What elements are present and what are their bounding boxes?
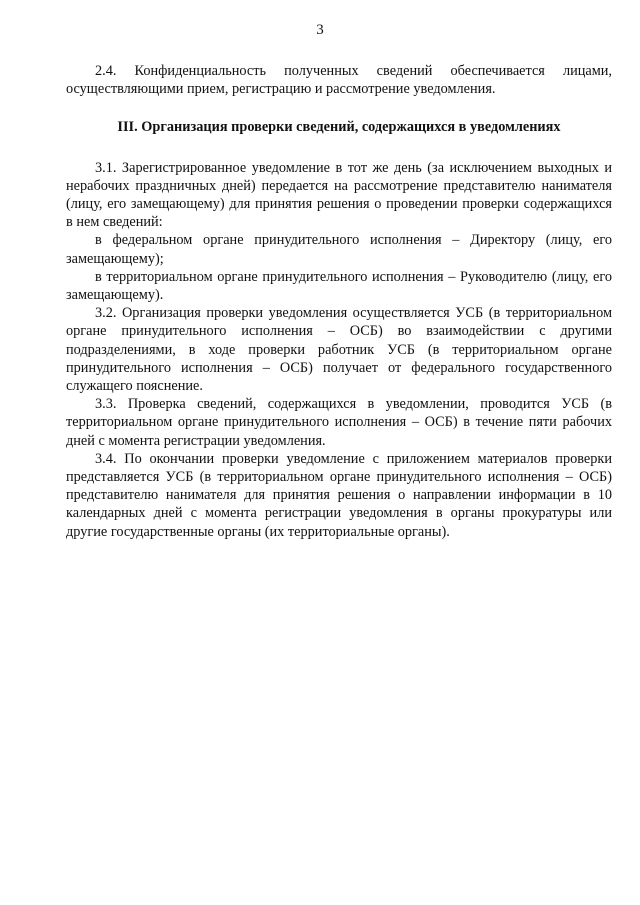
document-body <box>66 62 612 541</box>
paragraph-3-4: 3.4. По окончании проверки уведомление с приложением материалов проверки представляется УСБ (в территориальном органе принудительного исполнения – ОСБ) представителю нанимателя для принятия решения о направлении информации в 10 календарных дней с момента регистрации уведомления в органы прокуратуры или другие государственные органы (их территориальные органы). <box>66 450 612 540</box>
paragraph-3-3: 3.3. Проверка сведений, содержащихся в уведомлении, проводится УСБ (в территориальном органе принудительного исполнения – ОСБ) в течение пяти рабочих дней с момента регистрации уведомления. <box>66 396 612 449</box>
paragraph-2-4: 2.4. Конфиденциальность полученных сведений обеспечивается лицами, осуществляющими прием, регистрацию и рассмотрение уведомления. <box>66 63 612 98</box>
paragraph-3-1-territorial: в территориальном органе принудительного исполнения – Руководителю (лицу, его замещающему). <box>66 268 612 304</box>
paragraph-3-1-federal: в федеральном органе принудительного исполнения – Директору (лицу, его замещающему); <box>66 232 612 267</box>
paragraph-3-2: 3.2. Организация проверки уведомления осуществляется УСБ (в территориальном органе принудительного исполнения – ОСБ) во взаимодействии с другими подразделениями, в ходе проверки работник УСБ (в территориальном органе принудительного исполнения – ОСБ) получает от федерального государственного служащего пояснение. <box>66 305 612 395</box>
section-heading: III. Организация проверки сведений, содержащихся в уведомлениях <box>117 119 561 136</box>
page-number: 3 <box>316 22 324 38</box>
paragraph-3-1: 3.1. Зарегистрированное уведомление в тот же день (за исключением выходных и нерабочих праздничных дней) передается на рассмотрение представителю нанимателя (лицу, его замещающему) для принятия решения о проведении проверки содержащихся в нем сведений: <box>66 159 612 231</box>
